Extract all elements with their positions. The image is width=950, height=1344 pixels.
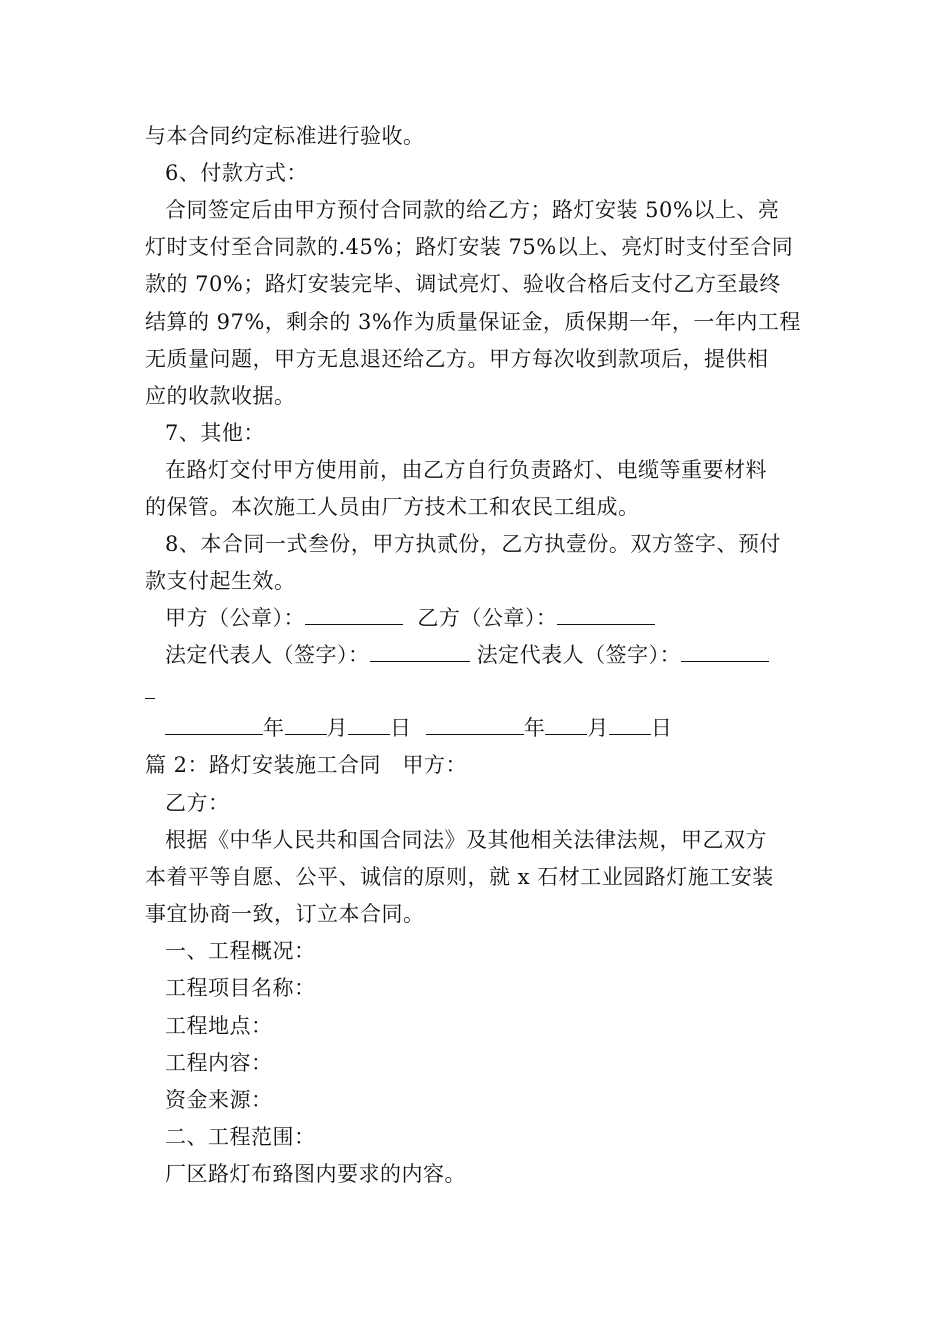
date-b-month-blank[interactable] [545,714,587,735]
date-a-day-label: 日 [390,716,412,740]
section-6-line: 灯时支付至合同款的.45%；路灯安装 75%以上、亮灯时支付至合同 [145,235,794,259]
section-7-line: 在路灯交付甲方使用前，由乙方自行负责路灯、电缆等重要材料 [165,458,767,482]
part-2-intro-line: 事宜协商一致，订立本合同。 [145,902,425,926]
date-a-year-blank[interactable] [165,714,263,735]
section-1-heading: 一、工程概况： [165,939,316,963]
section-8-line: 8、本合同一式叁份，甲方执贰份，乙方执壹份。双方签字、预付 [165,532,781,556]
legal-rep-row [165,641,769,669]
section-7-heading: 7、其他： [165,421,265,445]
party-a-seal-blank[interactable] [305,604,403,625]
date-b-day-label: 日 [650,716,673,740]
legal-rep-b-blank-wrap [145,678,155,699]
project-name-label: 工程项目名称： [165,976,316,1000]
section-8-line: 款支付起生效。 [145,569,296,593]
section-6-line: 款的 70%；路灯安装完毕、调试亮灯、验收合格后支付乙方至最终 [145,272,781,296]
date-a-day-blank[interactable] [348,714,390,735]
legal-rep-b-label: 法定代表人（签字）： [476,643,682,667]
section-6-line: 结算的 97%，剩余的 3%作为质量保证金，质保期一年，一年内工程 [145,310,801,334]
section-6-heading: 6、付款方式： [165,161,308,185]
section-7-line: 的保管。本次施工人员由厂方技术工和农民工组成。 [145,495,640,519]
section-6-line: 无质量问题，甲方无息退还给乙方。甲方每次收到款项后，提供相 [145,347,769,371]
part-2-intro-line: 本着平等自愿、公平、诚信的原则，就 x 石材工业园路灯施工安装 [145,865,774,889]
legal-rep-row-wrap [145,678,155,706]
fund-source-label: 资金来源： [165,1088,273,1112]
project-content-label: 工程内容： [165,1051,273,1075]
date-b-year-blank[interactable] [426,714,524,735]
part-2-title: 篇 2：路灯安装施工合同 甲方： [145,753,468,777]
legal-rep-a-blank[interactable] [370,641,470,662]
project-location-label: 工程地点： [165,1014,273,1038]
party-a-seal-label: 甲方（公章）： [165,606,305,630]
section-6-line: 合同签定后由甲方预付合同款的给乙方；路灯安装 50%以上、亮 [165,198,780,222]
section-2-heading: 二、工程范围： [165,1125,316,1149]
legal-rep-a-label: 法定代表人（签字）： [165,643,370,667]
legal-rep-b-blank[interactable] [681,641,769,662]
date-a-year-label: 年 [263,716,285,740]
part-2-party-b: 乙方： [165,791,230,815]
party-b-seal-blank[interactable] [557,604,655,625]
date-b-day-blank[interactable] [609,714,651,735]
section-6-line: 应的收款收据。 [145,384,296,408]
party-b-seal-label: 乙方（公章）： [417,606,558,630]
seal-signature-row [165,604,655,632]
date-a-month-label: 月 [326,716,348,740]
date-a-month-blank[interactable] [285,714,327,735]
scope-text: 厂区路灯布臵图内要求的内容。 [165,1162,466,1186]
date-b-year-label: 年 [523,716,546,740]
part-2-intro-line: 根据《中华人民共和国合同法》及其他相关法律法规，甲乙双方 [165,828,767,852]
date-row [165,714,672,742]
paragraph-acceptance-end: 与本合同约定标准进行验收。 [145,124,425,148]
date-b-month-label: 月 [587,716,609,740]
